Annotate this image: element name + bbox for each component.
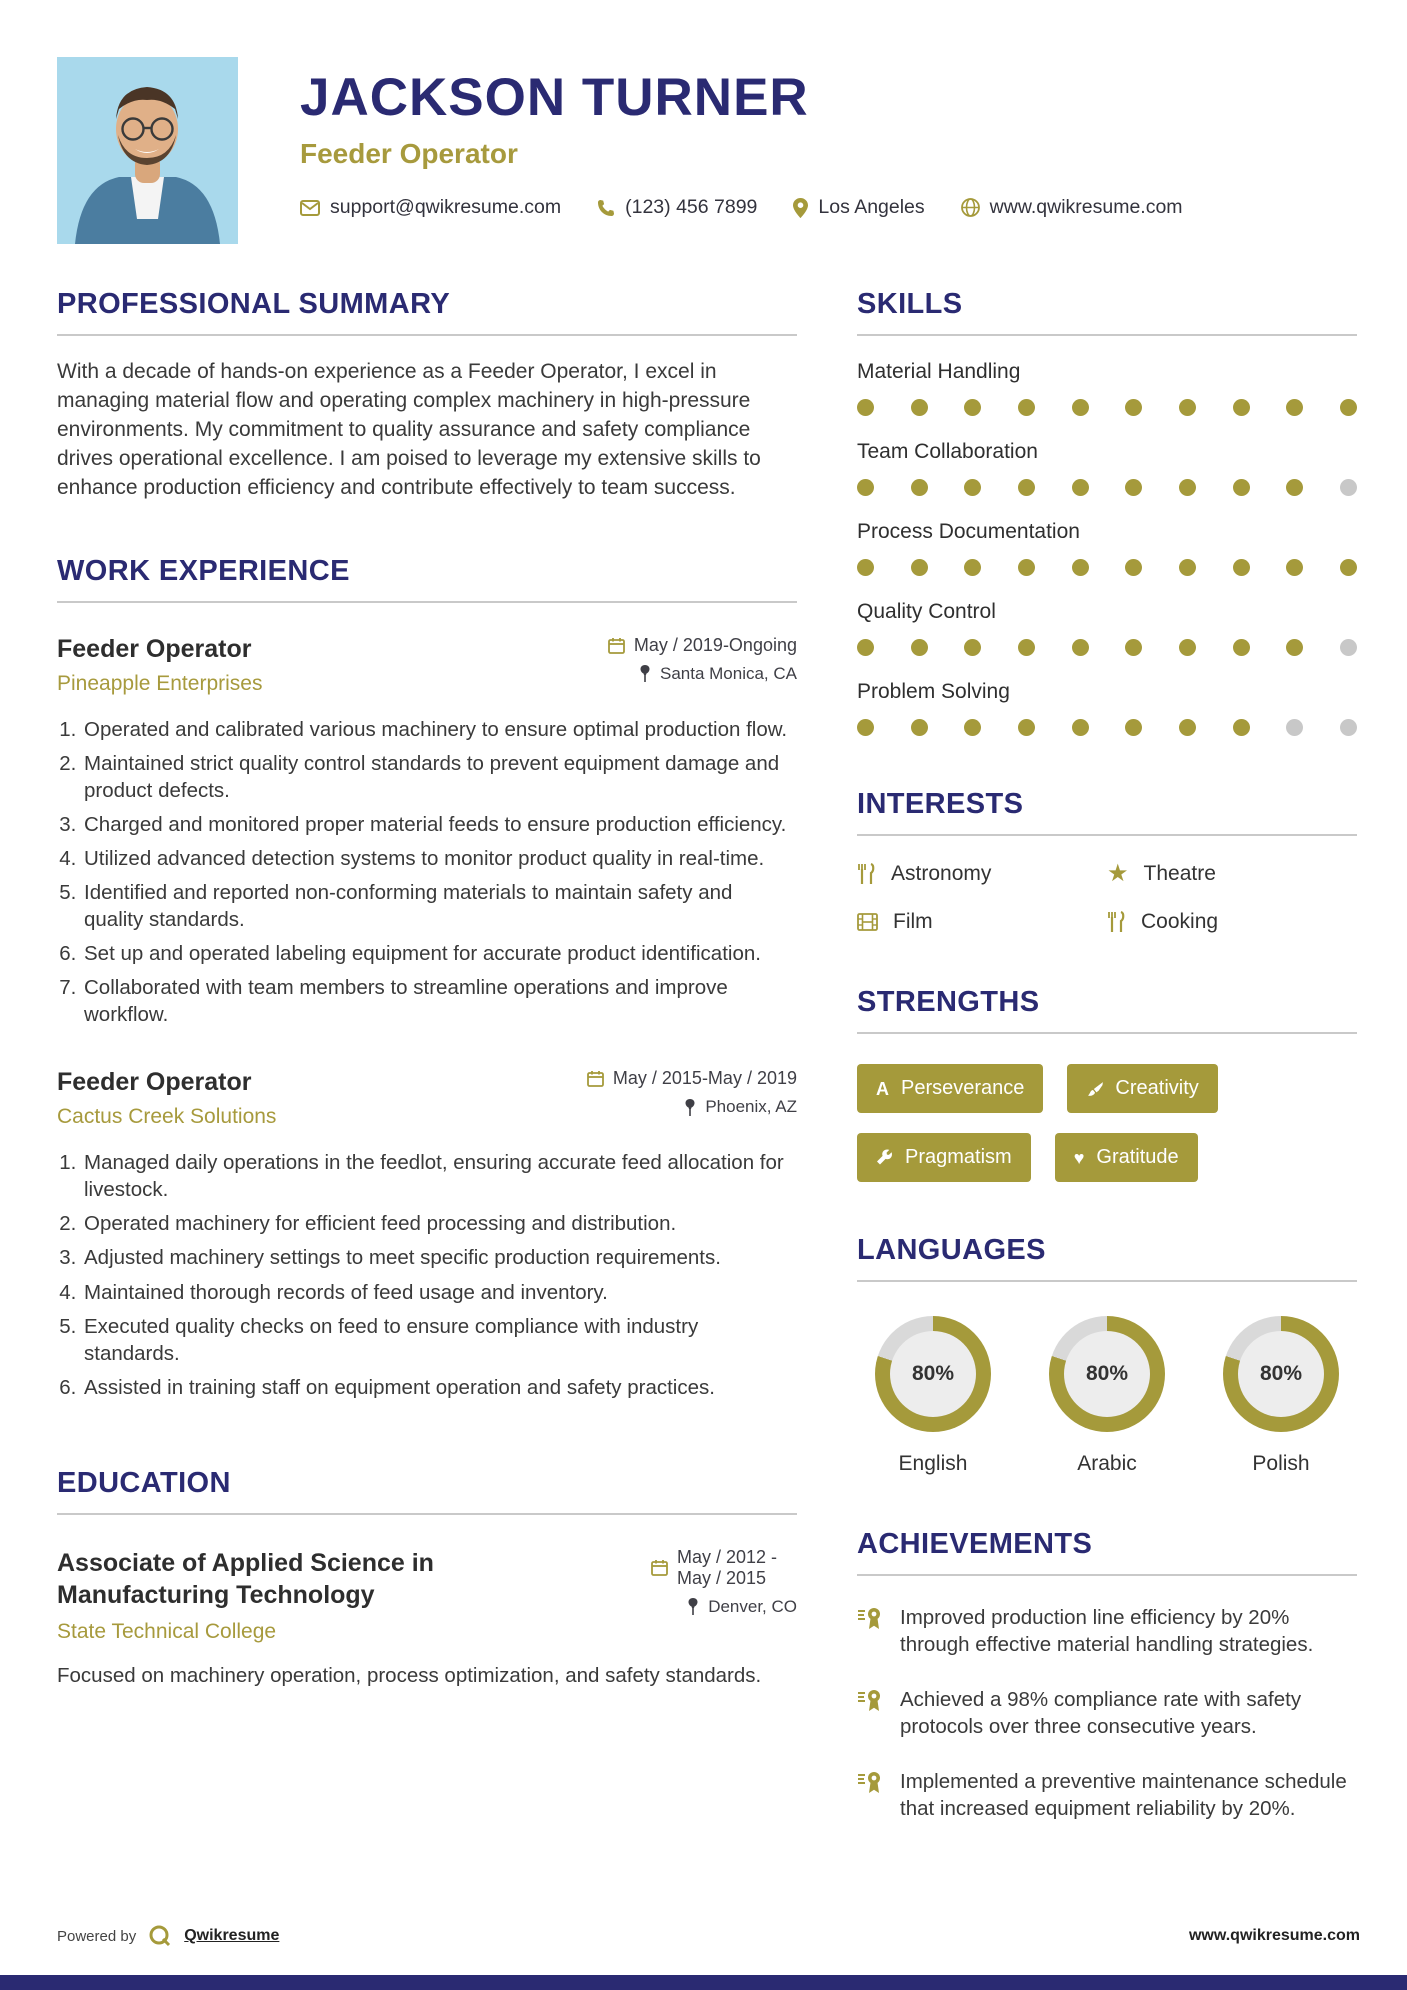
strength-label: Gratitude [1096, 1146, 1179, 1168]
skill-dot [857, 719, 874, 736]
strength-badge [857, 1133, 1031, 1182]
interest-label: Cooking [1141, 910, 1219, 933]
skill-dot [964, 479, 981, 496]
powered-by-label: Powered by [57, 1927, 137, 1945]
heart-icon: ♥ [1073, 1147, 1085, 1168]
skill-dot [911, 639, 928, 656]
skill-level-dots [857, 719, 1357, 736]
skill-row [857, 600, 1357, 656]
language-percent: 80% [890, 1331, 976, 1417]
skill-dot [911, 719, 928, 736]
strength-badge [857, 1064, 1043, 1113]
font-icon: A [876, 1078, 889, 1099]
summary-text: With a decade of hands-on experience as a Feeder Operator, I excel in managing material flow and operating complex machinery in high-pressure environments. My commitment to quality assurance and safety compliance drives operational excellence. I am poised to leverage my extensive skills to enhance production efficiency and contribute effectively to team success. [57, 360, 761, 499]
section-languages [857, 1234, 1357, 1476]
language-percent: 80% [1064, 1331, 1150, 1417]
skill-dot [1286, 479, 1303, 496]
language-progress-ring [875, 1316, 991, 1432]
interest-label: Theatre [1143, 862, 1216, 885]
language-item [1037, 1316, 1177, 1476]
job-title: Feeder Operator [57, 634, 252, 663]
utensils-icon [857, 863, 876, 885]
skill-dot [1340, 399, 1357, 416]
skill-dot [1340, 719, 1357, 736]
job-dates: May / 2015-May / 2019 [612, 1068, 797, 1089]
section-summary [57, 288, 797, 503]
bottom-bar [0, 1975, 1407, 1990]
skill-dot [857, 479, 874, 496]
job-entry [57, 1068, 797, 1400]
globe-icon [961, 198, 980, 217]
job-bullet: 3. Charged and monitored proper material feeds to ensure production efficiency. [82, 811, 797, 838]
skill-dot [1340, 559, 1357, 576]
skill-dot [1018, 719, 1035, 736]
skill-dot [964, 719, 981, 736]
skill-row [857, 440, 1357, 496]
skill-dot [1018, 639, 1035, 656]
skill-dot [1179, 399, 1196, 416]
pushpin-icon [687, 1598, 699, 1615]
school-name: State Technical College [57, 1619, 277, 1643]
job-company: Pineapple Enterprises [57, 671, 263, 695]
skill-dot [1286, 399, 1303, 416]
skill-dot [911, 559, 928, 576]
contact-location-text: Los Angeles [818, 196, 925, 218]
achievements-heading: ACHIEVEMENTS [857, 1528, 1357, 1576]
interest-label: Astronomy [891, 862, 992, 885]
pushpin-icon [684, 1099, 696, 1116]
contact-website-text: www.qwikresume.com [989, 196, 1183, 218]
experience-heading: WORK EXPERIENCE [57, 555, 797, 603]
skill-dot [1125, 719, 1142, 736]
skill-dot [1072, 719, 1089, 736]
skill-dot [911, 479, 928, 496]
star-icon: ★ [1107, 860, 1129, 887]
achievement-text: Implemented a preventive maintenance schedule that increased equipment reliability by 20%. [900, 1770, 1347, 1821]
paint-brush-icon [1086, 1080, 1103, 1097]
skill-dot [964, 559, 981, 576]
summary-heading: PROFESSIONAL SUMMARY [57, 288, 797, 336]
skill-dot [1233, 639, 1250, 656]
job-bullet-list [57, 1149, 797, 1400]
skill-dot [964, 639, 981, 656]
award-icon [857, 1688, 883, 1712]
pushpin-icon [639, 665, 651, 682]
degree-title: Associate of Applied Science in Manufacturing Technology [57, 1548, 434, 1610]
header [0, 0, 1407, 244]
language-label: Arabic [1077, 1452, 1137, 1475]
contact-email-text: support@qwikresume.com [330, 196, 562, 218]
header-info [300, 57, 1205, 244]
skill-label: Process Documentation [857, 520, 1080, 543]
contact-phone [597, 196, 757, 219]
language-item [863, 1316, 1003, 1476]
contact-website[interactable] [961, 196, 1183, 219]
skill-level-dots [857, 559, 1357, 576]
education-heading: EDUCATION [57, 1467, 797, 1515]
education-description: Focused on machinery operation, process optimization, and safety standards. [57, 1663, 762, 1687]
candidate-title: Feeder Operator [300, 138, 518, 169]
interest-item [1107, 862, 1357, 886]
job-bullet: 6. Assisted in training staff on equipment operation and safety practices. [82, 1374, 797, 1401]
skill-dot [1072, 559, 1089, 576]
skill-dot [1018, 559, 1035, 576]
skill-label: Quality Control [857, 600, 996, 623]
skill-dot [1125, 559, 1142, 576]
job-entry [57, 635, 797, 1028]
phone-icon [597, 199, 615, 217]
skill-dot [1179, 479, 1196, 496]
skills-heading: SKILLS [857, 288, 1357, 336]
film-icon [857, 913, 878, 931]
interest-item [857, 862, 1107, 886]
section-interests [857, 788, 1357, 934]
skill-dot [1286, 639, 1303, 656]
wrench-icon [876, 1149, 893, 1166]
job-bullet: 4. Maintained thorough records of feed usage and inventory. [82, 1279, 797, 1306]
skill-dot [1340, 479, 1357, 496]
strength-label: Pragmatism [905, 1146, 1012, 1168]
job-bullet: 5. Executed quality checks on feed to ensure compliance with industry standards. [82, 1313, 797, 1367]
education-entry [57, 1547, 797, 1690]
languages-heading: LANGUAGES [857, 1234, 1357, 1282]
right-column [857, 288, 1357, 1822]
achievement-item [857, 1768, 1357, 1822]
contact-location [793, 196, 924, 219]
job-bullet: 2. Operated machinery for efficient feed processing and distribution. [82, 1210, 797, 1237]
achievement-item [857, 1686, 1357, 1740]
section-work-experience [57, 555, 797, 1401]
job-bullet: 3. Adjusted machinery settings to meet specific production requirements. [82, 1244, 797, 1271]
job-bullet: 1. Operated and calibrated various machinery to ensure optimal production flow. [82, 716, 797, 743]
job-company: Cactus Creek Solutions [57, 1105, 277, 1129]
language-label: English [898, 1452, 968, 1475]
job-title: Feeder Operator [57, 1068, 252, 1097]
interest-label: Film [893, 910, 933, 933]
skill-dot [1286, 559, 1303, 576]
skill-dot [1179, 559, 1196, 576]
skill-row [857, 680, 1357, 736]
skill-label: Problem Solving [857, 680, 1010, 703]
achievement-item [857, 1604, 1357, 1658]
skill-dot [1340, 639, 1357, 656]
strength-badge [1055, 1133, 1198, 1182]
language-label: Polish [1252, 1452, 1310, 1475]
job-dates: May / 2019-Ongoing [633, 634, 797, 655]
utensils-icon [1107, 911, 1126, 933]
language-percent: 80% [1238, 1331, 1324, 1417]
skill-row [857, 520, 1357, 576]
skill-dot [1125, 639, 1142, 656]
strength-badge [1067, 1064, 1217, 1113]
award-icon [857, 1606, 883, 1630]
skill-dot [1233, 479, 1250, 496]
job-bullet-list [57, 716, 797, 1028]
footer [57, 1924, 1360, 1948]
skill-dot [1286, 719, 1303, 736]
calendar-icon [587, 1070, 604, 1087]
language-item [1211, 1316, 1351, 1476]
job-location: Phoenix, AZ [705, 1097, 797, 1117]
skill-level-dots [857, 639, 1357, 656]
job-bullet: 5. Identified and reported non-conforming materials to maintain safety and quality standards. [82, 879, 797, 933]
interests-heading: INTERESTS [857, 788, 1357, 836]
skill-dot [1018, 479, 1035, 496]
calendar-icon [651, 1559, 668, 1576]
strength-label: Creativity [1115, 1077, 1199, 1099]
map-pin-icon [793, 198, 808, 218]
skill-dot [1072, 639, 1089, 656]
skill-dot [1072, 479, 1089, 496]
skill-dot [857, 639, 874, 656]
language-progress-ring [1049, 1316, 1165, 1432]
interest-item [1107, 910, 1357, 934]
contact-row [300, 196, 1205, 219]
profile-photo [57, 57, 238, 244]
job-bullet: 4. Utilized advanced detection systems to monitor product quality in real-time. [82, 845, 797, 872]
candidate-name: JACKSON TURNER [300, 68, 809, 127]
skill-level-dots [857, 399, 1357, 416]
achievement-text: Achieved a 98% compliance rate with safety protocols over three consecutive years. [900, 1688, 1302, 1739]
skill-dot [1233, 719, 1250, 736]
job-bullet: 7. Collaborated with team members to streamline operations and improve workflow. [82, 974, 797, 1028]
qwikresume-link[interactable]: Qwikresume [184, 1927, 280, 1944]
skill-dot [857, 399, 874, 416]
job-bullet: 6. Set up and operated labeling equipment for accurate product identification. [82, 940, 797, 967]
contact-phone-text: (123) 456 7899 [625, 196, 758, 218]
skill-dot [857, 559, 874, 576]
left-column [57, 288, 797, 1822]
section-strengths [857, 986, 1357, 1182]
interest-item [857, 910, 1107, 934]
skill-dot [1125, 479, 1142, 496]
skill-dot [911, 399, 928, 416]
powered-by [57, 1924, 279, 1948]
skill-label: Material Handling [857, 360, 1021, 383]
skill-dot [1018, 399, 1035, 416]
achievement-text: Improved production line efficiency by 20% through effective material handling strategies. [900, 1606, 1314, 1657]
envelope-icon [300, 200, 320, 216]
skill-label: Team Collaboration [857, 440, 1038, 463]
job-location: Santa Monica, CA [659, 663, 797, 683]
section-skills [857, 288, 1357, 736]
skill-dot [1233, 399, 1250, 416]
strengths-heading: STRENGTHS [857, 986, 1357, 1034]
qwikresume-logo-icon [148, 1924, 172, 1948]
job-bullet: 2. Maintained strict quality control standards to prevent equipment damage and product defects. [82, 750, 797, 804]
section-achievements [857, 1528, 1357, 1822]
skill-dot [1179, 719, 1196, 736]
footer-website: www.qwikresume.com [1188, 1927, 1360, 1944]
job-bullet: 1. Managed daily operations in the feedlot, ensuring accurate feed allocation for livestock. [82, 1149, 797, 1203]
skill-level-dots [857, 479, 1357, 496]
skill-dot [964, 399, 981, 416]
skill-dot [1233, 559, 1250, 576]
body-columns [0, 244, 1407, 1822]
education-dates: May / 2012 - May / 2015 [677, 1546, 778, 1588]
strength-label: Perseverance [901, 1077, 1025, 1099]
language-progress-ring [1223, 1316, 1339, 1432]
calendar-icon [608, 637, 625, 654]
skill-dot [1179, 639, 1196, 656]
award-icon [857, 1770, 883, 1794]
skill-dot [1125, 399, 1142, 416]
profile-photo-image [57, 57, 238, 244]
section-education [57, 1467, 797, 1690]
skill-row [857, 360, 1357, 416]
skill-dot [1072, 399, 1089, 416]
education-location: Denver, CO [708, 1596, 797, 1616]
contact-email[interactable] [300, 196, 561, 219]
